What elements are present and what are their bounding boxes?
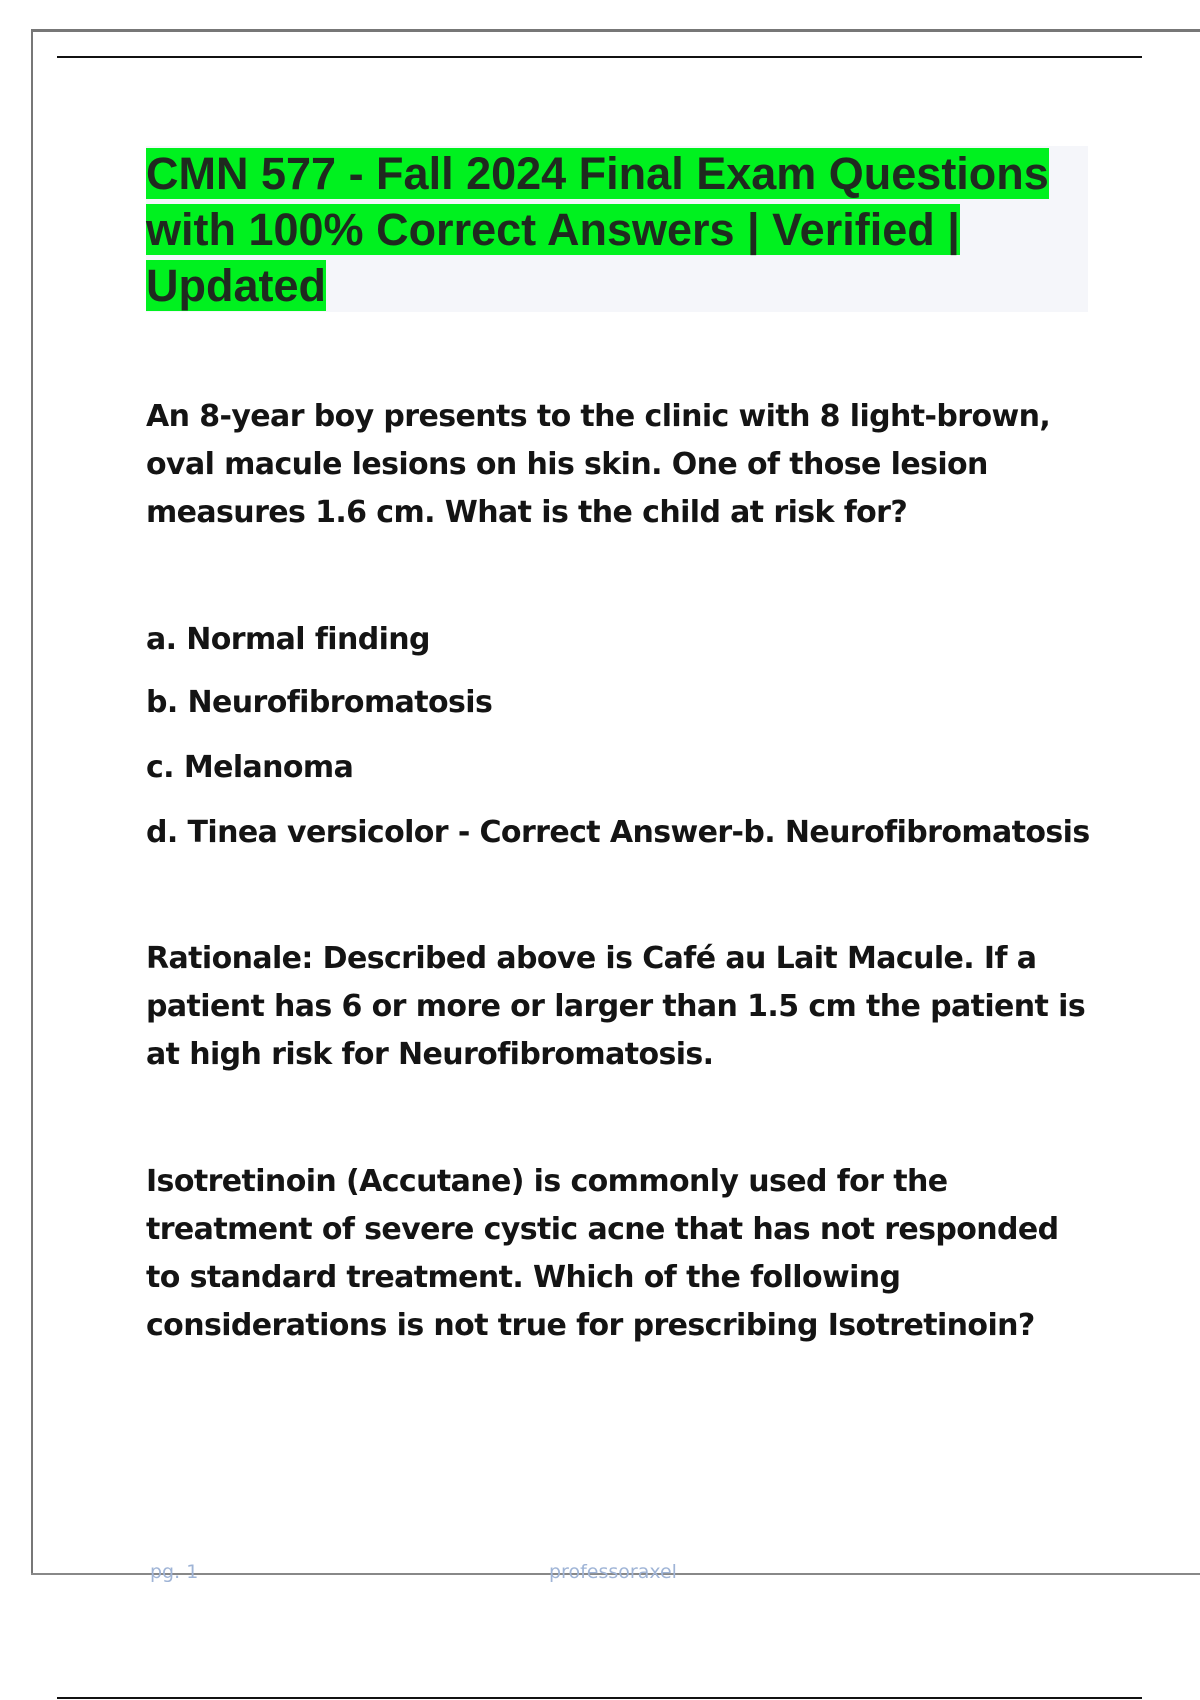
question-1-text: An 8-year boy presents to the clinic with 8 light-brown, oval macule lesions on his skin. One of those lesion measures 1.6 cm. What is the child at risk for?	[146, 399, 1051, 530]
title-highlight-text: CMN 577 - Fall 2024 Final Exam Questions with 100% Correct Answers | Verified | Updated	[146, 148, 1049, 311]
question-2-text: Isotretinoin (Accutane) is commonly used for the treatment of severe cystic acne that has not responded to standard treatment. Which of the following considerations is not true for prescribing Isotretinoin?	[146, 1164, 1059, 1343]
document-title	[146, 146, 1088, 314]
page-frame-top-border	[31, 29, 1200, 32]
header-rule	[57, 56, 1142, 58]
option-b: b. Neurofibromatosis	[146, 685, 493, 720]
title-block	[146, 146, 1088, 312]
rationale-text: Rationale: Described above is Café au Lait Macule. If a patient has 6 or more or larger than 1.5 cm the patient is at high risk for Neurofibromatosis.	[146, 941, 1086, 1072]
option-d-with-answer: d. Tinea versicolor - Correct Answer-b. Neurofibromatosis	[146, 815, 1090, 850]
footer-author: professoraxel	[549, 1561, 677, 1583]
option-c: c. Melanoma	[146, 750, 354, 785]
option-a: a. Normal finding	[146, 622, 430, 657]
next-page-header-rule	[57, 1697, 1142, 1699]
page-frame-left-border	[31, 29, 33, 1574]
footer-page-number: pg. 1	[150, 1561, 199, 1583]
